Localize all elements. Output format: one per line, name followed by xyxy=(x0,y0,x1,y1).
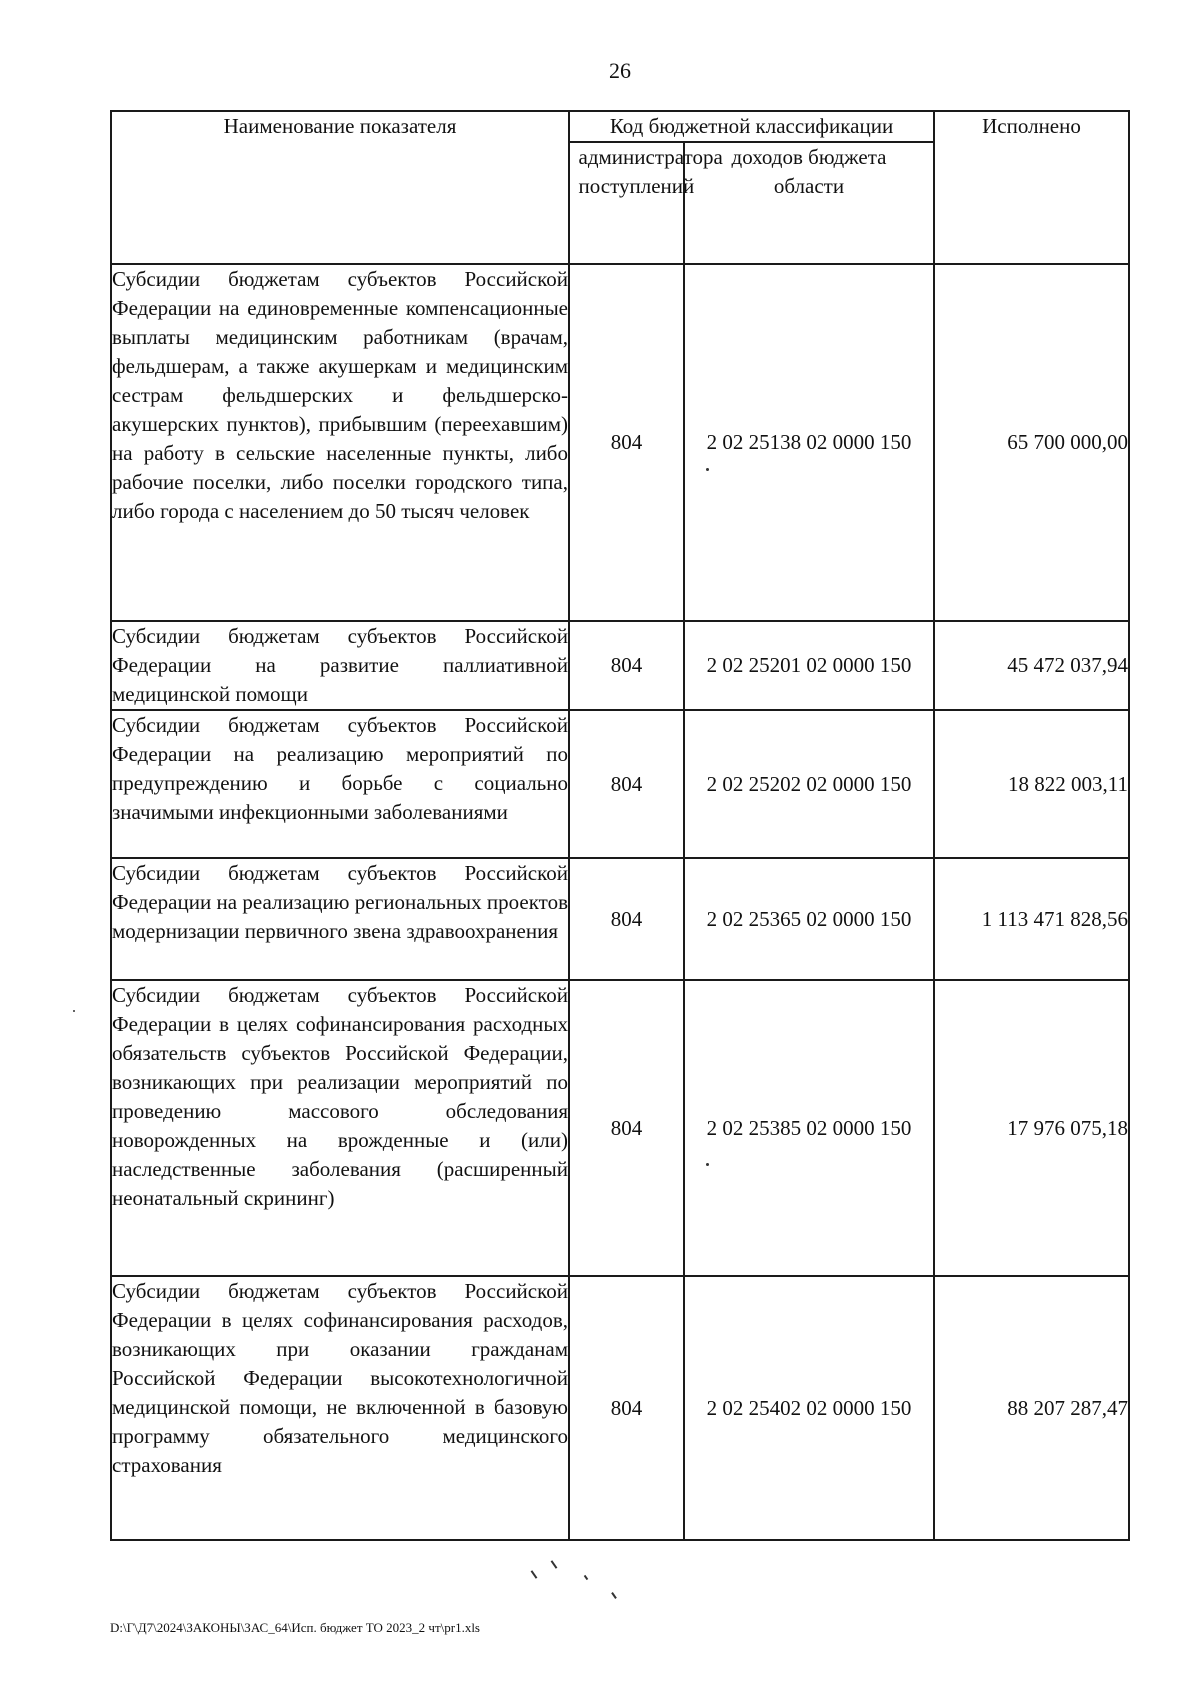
table-row xyxy=(111,621,1129,710)
row-admin: 804 xyxy=(569,710,684,858)
table-row xyxy=(111,858,1129,980)
row-name: Субсидии бюджетам субъектов Российской Федерации в целях софинансирования расходных обязательств субъектов Российской Федерации, возникающих при реализации мероприятий по проведению массового обследования новорожденных на врожденные и (или) наследственные заболевания (расширенный неонатальный скрининг) xyxy=(111,980,569,1276)
table-row xyxy=(111,710,1129,858)
header-code-group: Код бюджетной классификации xyxy=(569,111,934,142)
row-code: 2 02 25138 02 0000 150 xyxy=(684,264,934,621)
row-amount: 88 207 287,47 xyxy=(934,1276,1129,1540)
header-admin xyxy=(569,142,723,264)
scan-mark xyxy=(584,1575,589,1580)
row-name: Субсидии бюджетам субъектов Российской Федерации в целях софинансирования расходов, возникающих при оказании гражданам Российской Федерации высокотехнологичной медицинской помощи, не включенной в базовую программу обязательного медицинского страхования xyxy=(111,1276,569,1540)
header-income-text: доходов бюджета области xyxy=(731,145,887,198)
row-amount: 17 976 075,18 xyxy=(934,980,1129,1276)
row-name: Субсидии бюджетам субъектов Российской Федерации на реализацию региональных проектов модернизации первичного звена здравоохранения xyxy=(111,858,569,980)
scan-speck xyxy=(706,468,709,471)
row-code: 2 02 25202 02 0000 150 xyxy=(684,710,934,858)
row-amount: 18 822 003,11 xyxy=(934,710,1129,858)
table-row xyxy=(111,1276,1129,1540)
row-admin: 804 xyxy=(569,1276,684,1540)
row-name: Субсидии бюджетам субъектов Российской Федерации на единовременные компенсационные выплаты медицинским работникам (врачам, фельдшерам, а также акушеркам и медицинским сестрам фельдшерских и фельдшерско-акушерских пунктов), прибывшим (переехавшим) на работу в сельские населенные пункты, либо рабочие поселки, либо поселки городского типа, либо города с населением до 50 тысяч человек xyxy=(111,264,569,621)
scan-mark xyxy=(551,1560,558,1569)
row-code: 2 02 25385 02 0000 150 xyxy=(684,980,934,1276)
row-name: Субсидии бюджетам субъектов Российской Федерации на реализацию мероприятий по предупреждению и борьбе с социально значимыми инфекционными заболеваниями xyxy=(111,710,569,858)
header-admin-text: администратора поступлений xyxy=(578,145,723,198)
scan-speck xyxy=(73,1010,75,1012)
row-amount: 1 113 471 828,56 xyxy=(934,858,1129,980)
row-admin: 804 xyxy=(569,264,684,621)
budget-table xyxy=(110,110,1130,1541)
row-amount: 45 472 037,94 xyxy=(934,621,1129,710)
scan-speck xyxy=(706,1163,709,1166)
row-code: 2 02 25365 02 0000 150 xyxy=(684,858,934,980)
header-name: Наименование показателя xyxy=(111,111,569,264)
page-number: 26 xyxy=(609,58,631,83)
row-name: Субсидии бюджетам субъектов Российской Федерации на развитие паллиативной медицинской помощи xyxy=(111,621,569,710)
row-code: 2 02 25201 02 0000 150 xyxy=(684,621,934,710)
row-amount: 65 700 000,00 xyxy=(934,264,1129,621)
file-path-footer: D:\Г\Д7\2024\ЗАКОНЫ\ЗАС_64\Исп. бюджет ТО 2023_2 чт\pr1.xls xyxy=(110,1620,480,1635)
row-admin: 804 xyxy=(569,858,684,980)
table-row xyxy=(111,264,1129,621)
scan-mark xyxy=(531,1570,538,1579)
row-admin: 804 xyxy=(569,621,684,710)
header-executed: Исполнено xyxy=(934,111,1129,264)
table-row xyxy=(111,980,1129,1276)
scan-mark xyxy=(611,1592,617,1599)
row-admin: 804 xyxy=(569,980,684,1276)
row-code: 2 02 25402 02 0000 150 xyxy=(684,1276,934,1540)
